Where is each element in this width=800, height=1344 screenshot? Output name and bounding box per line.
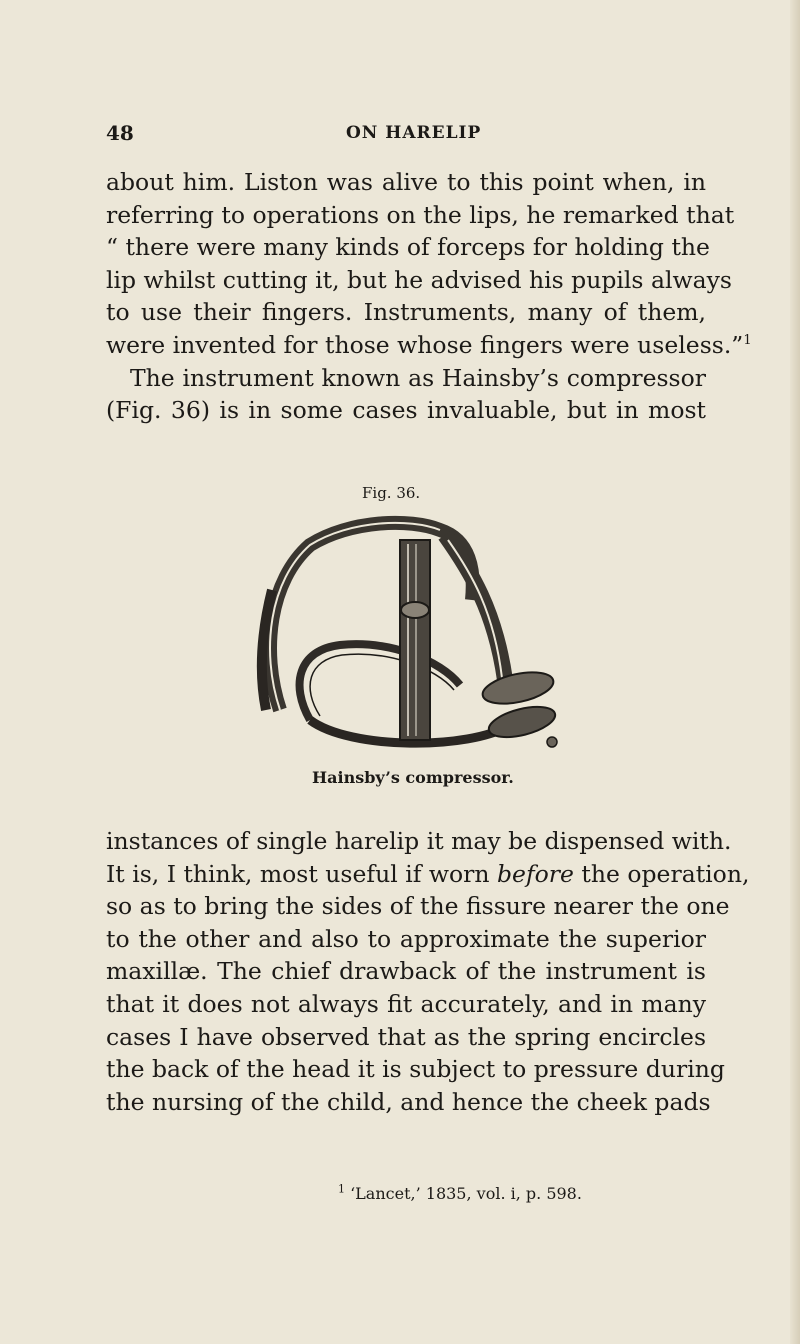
- text-line: (Fig. 36) is in some cases invaluable, but in most: [106, 396, 706, 425]
- text-line: maxillæ. The chief drawback of the instrument is: [106, 957, 706, 986]
- text-line: the nursing of the child, and hence the cheek pads: [106, 1087, 711, 1116]
- footnote-marker: 1: [338, 1182, 345, 1196]
- text-segment: It is, I think, most useful if worn: [106, 859, 497, 888]
- compressor-illustration: [240, 510, 570, 760]
- footnote: [338, 1184, 582, 1203]
- screw-knob: [401, 602, 429, 618]
- text-line: The instrument known as Hainsby’s compressor: [130, 363, 706, 392]
- figure-label: Fig. 36.: [362, 484, 421, 502]
- text-segment: the operation,: [573, 859, 750, 888]
- cheek-pad-upper: [480, 667, 556, 709]
- paragraph-1: [106, 166, 752, 427]
- paragraph-2: [106, 825, 750, 1118]
- figure-caption: Hainsby’s compressor.: [312, 768, 514, 787]
- text-line: referring to operations on the lips, he remarked that: [106, 200, 735, 229]
- text-line: lip whilst cutting it, but he advised his pupils always: [106, 265, 732, 294]
- text-line: the back of the head it is subject to pressure during: [106, 1055, 725, 1084]
- footnote-ref: 1: [743, 333, 752, 349]
- text-line-with-ref: [106, 329, 752, 362]
- page-number: 48: [106, 121, 134, 145]
- cheek-pad-lower: [486, 701, 558, 743]
- text-line: to the other and also to approximate the superior: [106, 924, 706, 953]
- text-line: cases I have observed that as the spring encircles: [106, 1022, 706, 1051]
- text-line: instances of single harelip it may be dispensed with.: [106, 827, 732, 855]
- footnote-text: ‘Lancet,’ 1835, vol. i, p. 598.: [350, 1184, 582, 1203]
- page-header: [106, 121, 698, 151]
- text-line: to use their fingers. Instruments, many of them,: [106, 298, 706, 327]
- page-edge: [790, 0, 800, 1344]
- text-line: about him. Liston was alive to this point when, in: [106, 168, 706, 196]
- text-line-with-emphasis: [106, 858, 750, 891]
- centre-bar: [400, 540, 430, 740]
- text-line: so as to bring the sides of the fissure nearer the one: [106, 892, 730, 921]
- emphasis-before: before: [497, 859, 574, 888]
- running-head: ON HARELIP: [346, 123, 482, 143]
- text-line: that it does not always fit accurately, and in many: [106, 989, 706, 1018]
- text-line: “ there were many kinds of forceps for holding the: [106, 233, 710, 262]
- text-segment: were invented for those whose fingers were useless.”: [106, 330, 744, 359]
